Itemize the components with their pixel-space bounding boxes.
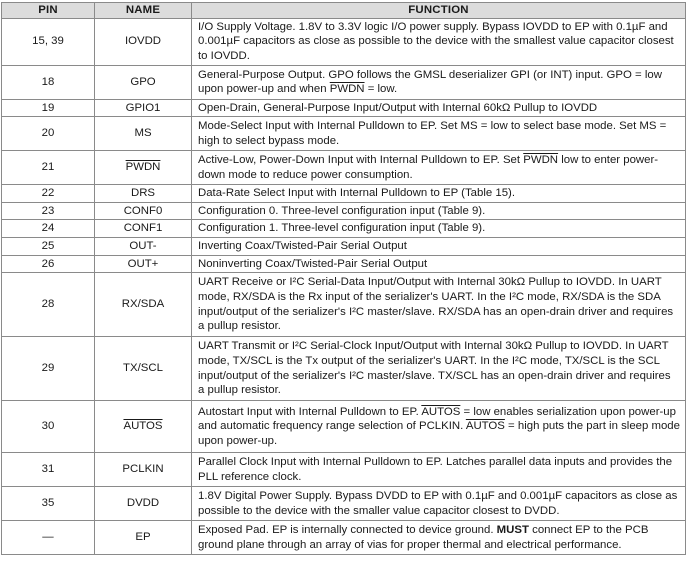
table-row: [2, 401, 686, 453]
pin-name: CONF1: [95, 220, 192, 238]
pin-function: UART Receive or I²C Serial-Data Input/Output with Internal 30kΩ Pullup to IOVDD. In UART mode, RX/SDA is the Rx input of the serializer's UART. In the I²C mode, RX/SDA is the SDA input/output of the serializer's I²C master/slave. RX/SDA has an open-drain driver and requires a pullup resistor.: [192, 273, 686, 337]
pin-name: DVDD: [95, 487, 192, 521]
pin-function: General-Purpose Output. GPO follows the GMSL deserializer GPI (or INT) input. GPO = low upon power-up and when PWDN = low.: [192, 65, 686, 99]
pin-function: I/O Supply Voltage. 1.8V to 3.3V logic I/O power supply. Bypass IOVDD to EP with 0.1µF and 0.001µF capacitors as close as possible to the device with the smallest value capacitor closest to IOVDD.: [192, 18, 686, 65]
header-name: NAME: [95, 3, 192, 19]
table-row: [2, 220, 686, 238]
table-row: [2, 273, 686, 337]
pin-name: TX/SCL: [95, 337, 192, 401]
pin-name: PCLKIN: [95, 453, 192, 487]
pin-name: IOVDD: [95, 18, 192, 65]
pin-number: 22: [2, 185, 95, 203]
pin-number: 21: [2, 151, 95, 185]
pin-name: EP: [95, 521, 192, 555]
pin-function: Active-Low, Power-Down Input with Internal Pulldown to EP. Set PWDN low to enter power-down mode to reduce power consumption.: [192, 151, 686, 185]
pin-name: DRS: [95, 185, 192, 203]
pin-name: GPO: [95, 65, 192, 99]
pin-function: Parallel Clock Input with Internal Pulldown to EP. Latches parallel data inputs and provides the PLL reference clock.: [192, 453, 686, 487]
pin-number: 24: [2, 220, 95, 238]
pin-function: Inverting Coax/Twisted-Pair Serial Output: [192, 237, 686, 255]
table-row: [2, 18, 686, 65]
pin-description-table: [1, 2, 686, 555]
table-row: [2, 521, 686, 555]
table-row: [2, 65, 686, 99]
pin-name: MS: [95, 117, 192, 151]
table-row: [2, 151, 686, 185]
table-row: [2, 237, 686, 255]
pin-function: Open-Drain, General-Purpose Input/Output with Internal 60kΩ Pullup to IOVDD: [192, 99, 686, 117]
pin-number: 31: [2, 453, 95, 487]
pin-number: 29: [2, 337, 95, 401]
pin-function: UART Transmit or I²C Serial-Clock Input/Output with Internal 30kΩ Pullup to IOVDD. In UART mode, TX/SCL is the Tx output of the serializer's UART. In the I²C mode, TX/SCL is the SCL input/output of the serializer's I²C master/slave. TX/SCL has an open-drain driver and requires a pullup resistor.: [192, 337, 686, 401]
pin-number: 25: [2, 237, 95, 255]
table-row: [2, 453, 686, 487]
pin-name: GPIO1: [95, 99, 192, 117]
pin-number: —: [2, 521, 95, 555]
table-row: [2, 185, 686, 203]
pin-name: OUT+: [95, 255, 192, 273]
header-function: FUNCTION: [192, 3, 686, 19]
pin-number: 26: [2, 255, 95, 273]
pin-number: 19: [2, 99, 95, 117]
pin-function: Autostart Input with Internal Pulldown to EP. AUTOS = low enables serialization upon power-up and automatic frequency range selection of PCLKIN. AUTOS = high puts the part in sleep mode upon power-up.: [192, 401, 686, 453]
table-row: [2, 255, 686, 273]
table-header-row: [2, 3, 686, 19]
pin-function: Configuration 1. Three-level configuration input (Table 9).: [192, 220, 686, 238]
pin-name: PWDN: [95, 151, 192, 185]
pin-function: Data-Rate Select Input with Internal Pulldown to EP (Table 15).: [192, 185, 686, 203]
pin-number: 30: [2, 401, 95, 453]
pin-number: 35: [2, 487, 95, 521]
pin-function: Noninverting Coax/Twisted-Pair Serial Output: [192, 255, 686, 273]
pin-function: Configuration 0. Three-level configuration input (Table 9).: [192, 202, 686, 220]
table-row: [2, 487, 686, 521]
pin-function: Exposed Pad. EP is internally connected to device ground. MUST connect EP to the PCB ground plane through an array of vias for proper thermal and electrical performance.: [192, 521, 686, 555]
pin-number: 28: [2, 273, 95, 337]
pin-name: OUT-: [95, 237, 192, 255]
pin-name: CONF0: [95, 202, 192, 220]
header-pin: PIN: [2, 3, 95, 19]
pin-number: 15, 39: [2, 18, 95, 65]
pin-name: AUTOS: [95, 401, 192, 453]
pin-function: 1.8V Digital Power Supply. Bypass DVDD to EP with 0.1µF and 0.001µF capacitors as close as possible to the device with the smaller value capacitor closest to DVDD.: [192, 487, 686, 521]
pin-function: Mode-Select Input with Internal Pulldown to EP. Set MS = low to select base mode. Set MS = high to select bypass mode.: [192, 117, 686, 151]
table-row: [2, 202, 686, 220]
table-row: [2, 117, 686, 151]
table-row: [2, 99, 686, 117]
pin-number: 23: [2, 202, 95, 220]
pin-number: 18: [2, 65, 95, 99]
table-row: [2, 337, 686, 401]
pin-number: 20: [2, 117, 95, 151]
pin-name: RX/SDA: [95, 273, 192, 337]
